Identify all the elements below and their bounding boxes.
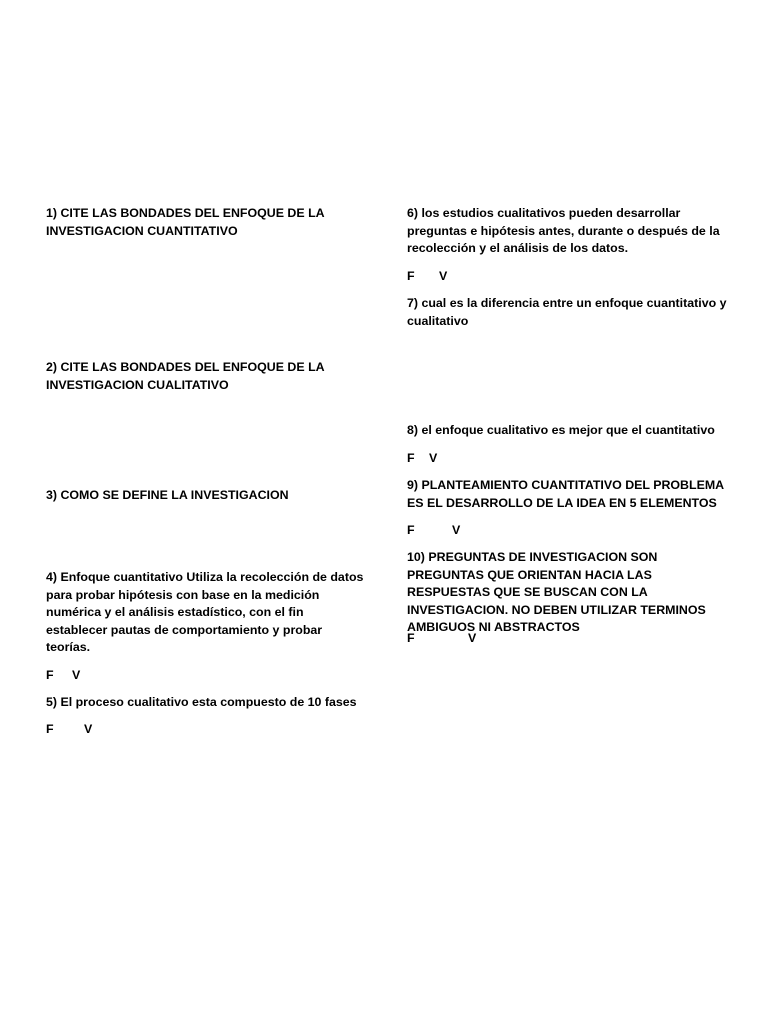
question-2: 2) CITE LAS BONDADES DEL ENFOQUE DE LA INVESTIGACION CUALITATIVO bbox=[46, 360, 325, 392]
option-false[interactable]: F bbox=[407, 269, 415, 283]
question-4-options bbox=[46, 667, 80, 685]
question-3: 3) COMO SE DEFINE LA INVESTIGACION bbox=[46, 488, 289, 502]
question-9-options bbox=[407, 522, 460, 540]
question-5: 5) El proceso cualitativo esta compuesto de 10 fases bbox=[46, 695, 357, 709]
option-true[interactable]: V bbox=[468, 631, 477, 645]
question-5-options bbox=[46, 721, 92, 739]
option-false[interactable]: F bbox=[46, 722, 54, 736]
question-7: 7) cual es la diferencia entre un enfoque cuantitativo y cualitativo bbox=[407, 296, 727, 328]
option-true[interactable]: V bbox=[429, 451, 438, 465]
option-true[interactable]: V bbox=[84, 722, 93, 736]
option-true[interactable]: V bbox=[439, 269, 448, 283]
question-8-options bbox=[407, 450, 437, 468]
question-1: 1) CITE LAS BONDADES DEL ENFOQUE DE LA INVESTIGACION CUANTITATIVO bbox=[46, 206, 325, 238]
option-false[interactable]: F bbox=[407, 451, 415, 465]
option-false[interactable]: F bbox=[407, 631, 415, 645]
question-10: 10) PREGUNTAS DE INVESTIGACION SON PREGUNTAS QUE ORIENTAN HACIA LAS RESPUESTAS QUE SE BUSCAN CON LA INVESTIGACION. NO DEBEN UTILIZAR TERMINOS AMBIGUOS NI ABSTRACTOS bbox=[407, 550, 706, 634]
question-6: 6) los estudios cualitativos pueden desarrollar preguntas e hipótesis antes, durante o después de la recolección y el análisis de los datos. bbox=[407, 206, 720, 255]
question-6-options bbox=[407, 268, 447, 286]
option-true[interactable]: V bbox=[452, 523, 461, 537]
option-true[interactable]: V bbox=[72, 668, 81, 682]
question-9: 9) PLANTEAMIENTO CUANTITATIVO DEL PROBLEMA ES EL DESARROLLO DE LA IDEA EN 5 ELEMENTOS bbox=[407, 478, 724, 510]
question-10-options bbox=[407, 630, 476, 648]
question-4: 4) Enfoque cuantitativo Utiliza la recolección de datos para probar hipótesis con base en la medición numérica y el análisis estadístico, con el fin establecer pautas de comportamiento y probar teorías. bbox=[46, 570, 364, 654]
option-false[interactable]: F bbox=[407, 523, 415, 537]
question-8: 8) el enfoque cualitativo es mejor que el cuantitativo bbox=[407, 423, 715, 437]
option-false[interactable]: F bbox=[46, 668, 54, 682]
